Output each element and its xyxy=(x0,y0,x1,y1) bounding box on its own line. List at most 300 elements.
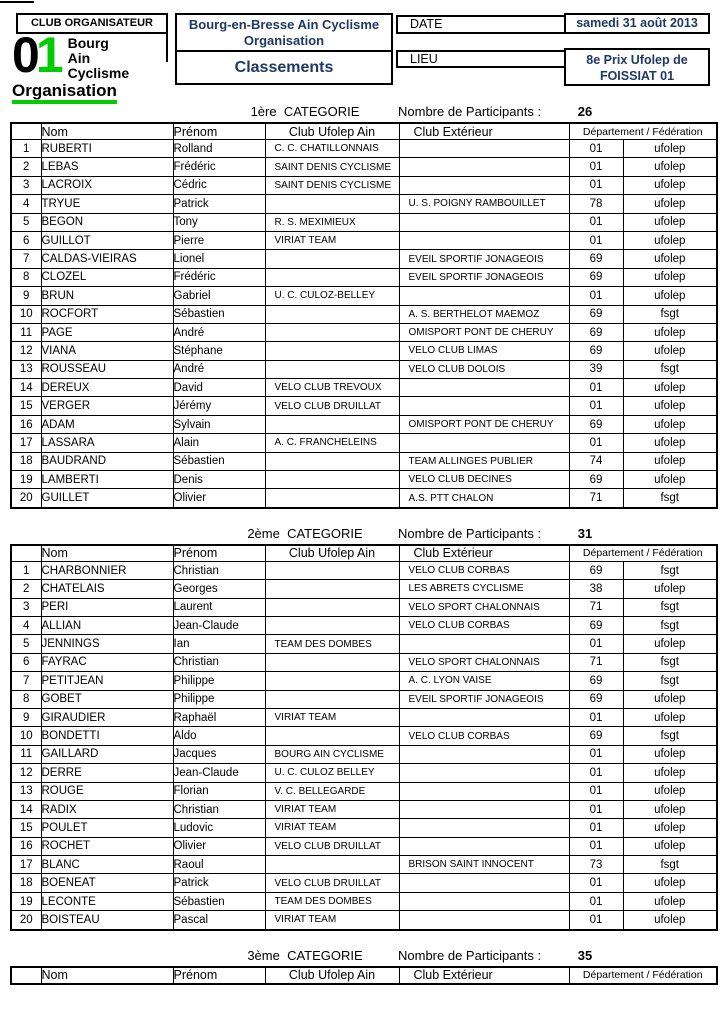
table-row xyxy=(11,140,717,158)
table-row xyxy=(11,653,717,671)
departement-cell: 01 xyxy=(569,764,623,782)
club-ext-cell xyxy=(399,911,569,930)
logo-wordmark xyxy=(68,36,129,81)
club-ufolep-cell: VIRIAT TEAM xyxy=(265,911,399,930)
federation-cell: fsgt xyxy=(623,561,717,579)
club-ext-cell xyxy=(399,213,569,231)
club-ext-cell xyxy=(399,635,569,653)
table-row xyxy=(11,195,717,213)
departement-cell: 69 xyxy=(569,305,623,323)
club-ufolep-cell xyxy=(265,580,399,598)
table-row xyxy=(11,672,717,690)
table-row xyxy=(11,856,717,874)
rank-cell: 7 xyxy=(11,250,41,268)
departement-cell: 69 xyxy=(569,616,623,634)
prenom-cell: Jean-Claude xyxy=(173,764,265,782)
departement-cell: 69 xyxy=(569,415,623,433)
club-ext-cell: EVEIL SPORTIF JONAGEOIS xyxy=(399,268,569,286)
category-section xyxy=(0,104,724,509)
club-ufolep-cell xyxy=(265,489,399,508)
prenom-cell: Rolland xyxy=(173,140,265,158)
rank-cell: 6 xyxy=(11,653,41,671)
club-ufolep-cell xyxy=(265,672,399,690)
club-ext-cell: VELO SPORT CHALONNAIS xyxy=(399,653,569,671)
club-ext-cell xyxy=(399,745,569,763)
scan-artifact xyxy=(0,1,34,3)
club-ext-cell xyxy=(399,800,569,818)
departement-cell: 71 xyxy=(569,598,623,616)
table-row xyxy=(11,231,717,249)
col-club-ext: Club Extérieur xyxy=(399,545,569,562)
federation-cell: fsgt xyxy=(623,653,717,671)
club-ufolep-cell xyxy=(265,616,399,634)
club-ufolep-cell: C. C. CHATILLONNAIS xyxy=(265,140,399,158)
federation-cell: ufolep xyxy=(623,837,717,855)
club-ufolep-cell: VELO CLUB DRUILLAT xyxy=(265,837,399,855)
nom-cell: PERI xyxy=(41,598,173,616)
federation-cell: ufolep xyxy=(623,397,717,415)
title-box xyxy=(175,13,393,85)
federation-cell: ufolep xyxy=(623,635,717,653)
results-table xyxy=(10,966,718,985)
departement-cell: 01 xyxy=(569,892,623,910)
club-ext-cell: VELO CLUB DOLOIS xyxy=(399,360,569,378)
table-row xyxy=(11,471,717,489)
rank-cell: 12 xyxy=(11,764,41,782)
club-ufolep-cell: VIRIAT TEAM xyxy=(265,231,399,249)
nom-cell: CALDAS-VIEIRAS xyxy=(41,250,173,268)
col-club-ufolep: Club Ufolep Ain xyxy=(265,123,399,140)
federation-cell: ufolep xyxy=(623,764,717,782)
col-nom: Nom xyxy=(41,967,173,984)
prenom-cell: Frédéric xyxy=(173,268,265,286)
federation-cell: fsgt xyxy=(623,305,717,323)
document-title: Classements xyxy=(234,59,334,76)
federation-cell: fsgt xyxy=(623,672,717,690)
nom-cell: ROUSSEAU xyxy=(41,360,173,378)
federation-cell: ufolep xyxy=(623,782,717,800)
rank-cell: 3 xyxy=(11,176,41,194)
rank-cell: 1 xyxy=(11,561,41,579)
logo-digit-one: 1 xyxy=(35,27,60,83)
table-row xyxy=(11,415,717,433)
club-ext-cell: A.S. PTT CHALON xyxy=(399,489,569,508)
club-ufolep-cell: VELO CLUB DRUILLAT xyxy=(265,397,399,415)
departement-cell: 73 xyxy=(569,856,623,874)
federation-cell: ufolep xyxy=(623,580,717,598)
federation-cell: ufolep xyxy=(623,268,717,286)
table-row xyxy=(11,158,717,176)
rank-cell: 9 xyxy=(11,287,41,305)
rank-cell: 3 xyxy=(11,598,41,616)
federation-cell: ufolep xyxy=(623,911,717,930)
nom-cell: BAUDRAND xyxy=(41,452,173,470)
club-ufolep-cell xyxy=(265,690,399,708)
club-ext-cell: VELO SPORT CHALONNAIS xyxy=(399,598,569,616)
club-ext-cell xyxy=(399,874,569,892)
club-ufolep-cell xyxy=(265,323,399,341)
federation-cell: ufolep xyxy=(623,213,717,231)
federation-cell: ufolep xyxy=(623,342,717,360)
logo-digits xyxy=(12,27,60,83)
club-ext-cell xyxy=(399,231,569,249)
col-dept-federation: Département / Fédération xyxy=(569,123,717,140)
lieu-value-line1: 8e Prix Ufolep de xyxy=(586,53,688,67)
club-ext-cell xyxy=(399,819,569,837)
departement-cell: 69 xyxy=(569,561,623,579)
federation-cell: ufolep xyxy=(623,690,717,708)
results-table xyxy=(10,122,718,509)
club-ufolep-cell: TEAM DES DOMBES xyxy=(265,892,399,910)
club-ext-cell xyxy=(399,287,569,305)
federation-cell: ufolep xyxy=(623,158,717,176)
table-header-row xyxy=(11,545,717,562)
table-row xyxy=(11,690,717,708)
nom-cell: ADAM xyxy=(41,415,173,433)
departement-cell: 01 xyxy=(569,397,623,415)
nom-cell: ROCFORT xyxy=(41,305,173,323)
prenom-cell: Laurent xyxy=(173,598,265,616)
rank-cell: 4 xyxy=(11,616,41,634)
prenom-cell: Denis xyxy=(173,471,265,489)
section-header xyxy=(0,948,724,966)
departement-cell: 01 xyxy=(569,158,623,176)
rank-cell: 1 xyxy=(11,140,41,158)
nom-cell: LECONTE xyxy=(41,892,173,910)
table-row xyxy=(11,874,717,892)
section-header xyxy=(0,526,724,544)
prenom-cell: Pierre xyxy=(173,231,265,249)
nom-cell: TRYUE xyxy=(41,195,173,213)
participants-label: Nombre de Participants : xyxy=(398,525,542,541)
federation-cell: fsgt xyxy=(623,598,717,616)
club-ufolep-cell: R. S. MEXIMIEUX xyxy=(265,213,399,231)
divider-line xyxy=(166,13,168,62)
nom-cell: BRUN xyxy=(41,287,173,305)
club-ext-cell xyxy=(399,397,569,415)
table-row xyxy=(11,360,717,378)
nom-cell: GAILLARD xyxy=(41,745,173,763)
table-row xyxy=(11,287,717,305)
departement-cell: 01 xyxy=(569,213,623,231)
col-club-ext: Club Extérieur xyxy=(399,123,569,140)
federation-cell: ufolep xyxy=(623,434,717,452)
club-ext-cell xyxy=(399,379,569,397)
nom-cell: ALLIAN xyxy=(41,616,173,634)
col-prenom: Prénom xyxy=(173,545,265,562)
nom-cell: GIRAUDIER xyxy=(41,708,173,726)
table-row xyxy=(11,635,717,653)
club-ufolep-cell: VELO CLUB TREVOUX xyxy=(265,379,399,397)
prenom-cell: Sylvain xyxy=(173,415,265,433)
departement-cell: 71 xyxy=(569,489,623,508)
table-row xyxy=(11,213,717,231)
federation-cell: fsgt xyxy=(623,727,717,745)
nom-cell: BOISTEAU xyxy=(41,911,173,930)
club-ufolep-cell: VIRIAT TEAM xyxy=(265,800,399,818)
rank-cell: 19 xyxy=(11,892,41,910)
club-ext-cell: VELO CLUB CORBAS xyxy=(399,727,569,745)
club-ufolep-cell xyxy=(265,250,399,268)
section-title: 3ème CATEGORIE xyxy=(247,947,363,963)
departement-cell: 01 xyxy=(569,911,623,930)
club-ext-cell: VELO CLUB CORBAS xyxy=(399,616,569,634)
federation-cell: ufolep xyxy=(623,892,717,910)
prenom-cell: Tony xyxy=(173,213,265,231)
rank-cell: 17 xyxy=(11,434,41,452)
club-ufolep-cell: U. C. CULOZ BELLEY xyxy=(265,764,399,782)
club-ufolep-cell: VIRIAT TEAM xyxy=(265,708,399,726)
nom-cell: BOENEAT xyxy=(41,874,173,892)
table-row xyxy=(11,800,717,818)
category-section xyxy=(0,948,724,985)
rank-cell: 15 xyxy=(11,819,41,837)
nom-cell: VIANA xyxy=(41,342,173,360)
participants-count: 26 xyxy=(577,104,593,119)
table-row xyxy=(11,323,717,341)
club-ufolep-cell: V. C. BELLEGARDE xyxy=(265,782,399,800)
rank-cell: 6 xyxy=(11,231,41,249)
rank-cell: 7 xyxy=(11,672,41,690)
prenom-cell: Sébastien xyxy=(173,452,265,470)
table-row xyxy=(11,616,717,634)
prenom-cell: Raoul xyxy=(173,856,265,874)
federation-cell: ufolep xyxy=(623,800,717,818)
federation-cell: ufolep xyxy=(623,250,717,268)
table-row xyxy=(11,452,717,470)
date-label: DATE xyxy=(396,15,566,34)
table-row xyxy=(11,892,717,910)
nom-cell: PETITJEAN xyxy=(41,672,173,690)
table-row xyxy=(11,580,717,598)
logo-digit-zero: 0 xyxy=(12,27,36,83)
prenom-cell: Patrick xyxy=(173,874,265,892)
club-ufolep-cell: SAINT DENIS CYCLISME xyxy=(265,158,399,176)
departement-cell: 01 xyxy=(569,379,623,397)
rank-cell: 8 xyxy=(11,690,41,708)
prenom-cell: Patrick xyxy=(173,195,265,213)
departement-cell: 69 xyxy=(569,471,623,489)
nom-cell: LASSARA xyxy=(41,434,173,452)
club-ext-cell: OMISPORT PONT DE CHERUY xyxy=(399,415,569,433)
prenom-cell: Philippe xyxy=(173,672,265,690)
departement-cell: 01 xyxy=(569,176,623,194)
club-ext-cell xyxy=(399,140,569,158)
table-row xyxy=(11,782,717,800)
nom-cell: LAMBERTI xyxy=(41,471,173,489)
club-ext-cell: OMISPORT PONT DE CHERUY xyxy=(399,323,569,341)
club-ufolep-cell xyxy=(265,653,399,671)
col-club-ufolep: Club Ufolep Ain xyxy=(265,545,399,562)
col-rank xyxy=(11,123,41,140)
logo-word-bourg: Bourg xyxy=(67,35,109,51)
table-row xyxy=(11,727,717,745)
col-dept-federation: Département / Fédération xyxy=(569,545,717,562)
departement-cell: 78 xyxy=(569,195,623,213)
nom-cell: FAYRAC xyxy=(41,653,173,671)
section-title: 1ère CATEGORIE xyxy=(250,104,360,119)
departement-cell: 69 xyxy=(569,690,623,708)
federation-cell: ufolep xyxy=(623,379,717,397)
participants-label: Nombre de Participants : xyxy=(398,104,542,119)
club-ext-cell xyxy=(399,708,569,726)
rank-cell: 13 xyxy=(11,360,41,378)
col-rank xyxy=(11,545,41,562)
section-header xyxy=(0,104,724,122)
rank-cell: 5 xyxy=(11,213,41,231)
nom-cell: BLANC xyxy=(41,856,173,874)
club-ufolep-cell: VELO CLUB DRUILLAT xyxy=(265,874,399,892)
table-row xyxy=(11,837,717,855)
col-club-ext: Club Extérieur xyxy=(399,967,569,984)
table-row xyxy=(11,176,717,194)
rank-cell: 18 xyxy=(11,452,41,470)
logo-organisation: Organisation xyxy=(12,81,117,104)
table-row xyxy=(11,745,717,763)
table-row xyxy=(11,379,717,397)
club-ufolep-cell xyxy=(265,360,399,378)
nom-cell: BEGON xyxy=(41,213,173,231)
rank-cell: 11 xyxy=(11,745,41,763)
organisation-title: Bourg-en-Bresse Ain Cyclisme Organisation xyxy=(177,15,391,52)
departement-cell: 71 xyxy=(569,653,623,671)
rank-cell: 10 xyxy=(11,305,41,323)
club-ext-cell: A. C. LYON VAISE xyxy=(399,672,569,690)
federation-cell: fsgt xyxy=(623,616,717,634)
federation-cell: ufolep xyxy=(623,874,717,892)
rank-cell: 2 xyxy=(11,580,41,598)
col-prenom: Prénom xyxy=(173,967,265,984)
club-ufolep-cell: TEAM DES DOMBES xyxy=(265,635,399,653)
club-ext-cell: U. S. POIGNY RAMBOUILLET xyxy=(399,195,569,213)
departement-cell: 01 xyxy=(569,837,623,855)
nom-cell: VERGER xyxy=(41,397,173,415)
club-ext-cell xyxy=(399,764,569,782)
club-ufolep-cell xyxy=(265,598,399,616)
departement-cell: 01 xyxy=(569,708,623,726)
departement-cell: 69 xyxy=(569,727,623,745)
rank-cell: 14 xyxy=(11,379,41,397)
nom-cell: CHARBONNIER xyxy=(41,561,173,579)
club-ext-cell: A. S. BERTHELOT MAEMOZ xyxy=(399,305,569,323)
table-row xyxy=(11,764,717,782)
rank-cell: 17 xyxy=(11,856,41,874)
club-ext-cell: TEAM ALLINGES PUBLIER xyxy=(399,452,569,470)
nom-cell: ROCHET xyxy=(41,837,173,855)
table-row xyxy=(11,561,717,579)
club-ufolep-cell xyxy=(265,471,399,489)
nom-cell: ROUGE xyxy=(41,782,173,800)
federation-cell: fsgt xyxy=(623,360,717,378)
club-ufolep-cell xyxy=(265,452,399,470)
rank-cell: 13 xyxy=(11,782,41,800)
departement-cell: 01 xyxy=(569,140,623,158)
category-section xyxy=(0,526,724,931)
prenom-cell: Olivier xyxy=(173,837,265,855)
rank-cell: 18 xyxy=(11,874,41,892)
rank-cell: 19 xyxy=(11,471,41,489)
prenom-cell: Cédric xyxy=(173,176,265,194)
rank-cell: 4 xyxy=(11,195,41,213)
departement-cell: 69 xyxy=(569,323,623,341)
rank-cell: 15 xyxy=(11,397,41,415)
table-row xyxy=(11,250,717,268)
departement-cell: 01 xyxy=(569,745,623,763)
rank-cell: 5 xyxy=(11,635,41,653)
prenom-cell: Florian xyxy=(173,782,265,800)
nom-cell: LACROIX xyxy=(41,176,173,194)
prenom-cell: André xyxy=(173,323,265,341)
federation-cell: ufolep xyxy=(623,231,717,249)
federation-cell: ufolep xyxy=(623,471,717,489)
club-ext-cell xyxy=(399,434,569,452)
club-ext-cell: LES ABRETS CYCLISME xyxy=(399,580,569,598)
rank-cell: 10 xyxy=(11,727,41,745)
club-ufolep-cell xyxy=(265,561,399,579)
prenom-cell: Frédéric xyxy=(173,158,265,176)
table-row xyxy=(11,911,717,930)
club-ext-cell: VELO CLUB DECINES xyxy=(399,471,569,489)
federation-cell: fsgt xyxy=(623,489,717,508)
document-header xyxy=(0,0,724,100)
prenom-cell: Georges xyxy=(173,580,265,598)
departement-cell: 01 xyxy=(569,287,623,305)
federation-cell: ufolep xyxy=(623,176,717,194)
nom-cell: CHATELAIS xyxy=(41,580,173,598)
nom-cell: GOBET xyxy=(41,690,173,708)
logo-word-cyclisme: Cyclisme xyxy=(67,65,130,81)
club-ufolep-cell: U. C. CULOZ-BELLEY xyxy=(265,287,399,305)
club-ufolep-cell xyxy=(265,195,399,213)
rank-cell: 8 xyxy=(11,268,41,286)
col-dept-federation: Département / Fédération xyxy=(569,967,717,984)
lieu-value-line2: FOISSIAT 01 xyxy=(599,69,675,83)
prenom-cell: Lionel xyxy=(173,250,265,268)
federation-cell: ufolep xyxy=(623,415,717,433)
prenom-cell: Jérémy xyxy=(173,397,265,415)
lieu-value xyxy=(564,48,710,86)
departement-cell: 01 xyxy=(569,874,623,892)
nom-cell: GUILLET xyxy=(41,489,173,508)
participants-count: 31 xyxy=(577,525,593,541)
federation-cell: ufolep xyxy=(623,452,717,470)
table-row xyxy=(11,434,717,452)
table-row xyxy=(11,342,717,360)
departement-cell: 01 xyxy=(569,819,623,837)
departement-cell: 69 xyxy=(569,268,623,286)
prenom-cell: Alain xyxy=(173,434,265,452)
club-ufolep-cell xyxy=(265,415,399,433)
club-ext-cell: EVEIL SPORTIF JONAGEOIS xyxy=(399,250,569,268)
federation-cell: ufolep xyxy=(623,819,717,837)
table-row xyxy=(11,708,717,726)
club-ext-cell: VELO CLUB LIMAS xyxy=(399,342,569,360)
nom-cell: RUBERTI xyxy=(41,140,173,158)
departement-cell: 01 xyxy=(569,635,623,653)
club-organisateur-label: CLUB ORGANISATEUR xyxy=(30,17,153,29)
table-row xyxy=(11,819,717,837)
table-row xyxy=(11,268,717,286)
prenom-cell: Philippe xyxy=(173,690,265,708)
club-ext-cell xyxy=(399,837,569,855)
lieu-label: LIEU xyxy=(396,50,566,68)
table-row xyxy=(11,305,717,323)
club-ufolep-cell xyxy=(265,856,399,874)
departement-cell: 69 xyxy=(569,672,623,690)
nom-cell: PAGE xyxy=(41,323,173,341)
rank-cell: 20 xyxy=(11,489,41,508)
prenom-cell: Jacques xyxy=(173,745,265,763)
